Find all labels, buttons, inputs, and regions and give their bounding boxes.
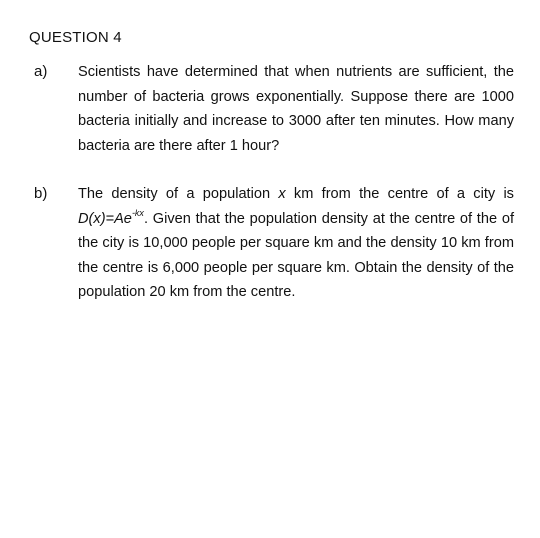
variable-x: x xyxy=(278,186,286,202)
question-heading: QUESTION 4 xyxy=(29,29,122,46)
density-formula: D(x)=Ae xyxy=(78,210,132,227)
part-b-label: b) xyxy=(34,185,48,202)
part-b-text-3: . Given that the population density at the centre of the of the city is 10,000 people per square km and the density 10 km from the centre is 6,000 people per square km. Obtain the density of the population 20 km from the centre. xyxy=(78,210,514,300)
formula-exponent: -kx xyxy=(131,207,144,218)
part-a-text: Scientists have determined that when nutrients are sufficient, the number of bacteria grows exponentially. Suppose there are 1000 bacteria initially and increase to 3000 after ten minutes. How many bacteria are there after 1 hour? xyxy=(78,64,514,154)
part-b-text-2: km from the centre of a city is xyxy=(285,186,514,202)
part-b-text xyxy=(78,182,514,305)
part-a-label: a) xyxy=(34,63,48,80)
part-b-text-1: The density of a population xyxy=(78,186,279,202)
